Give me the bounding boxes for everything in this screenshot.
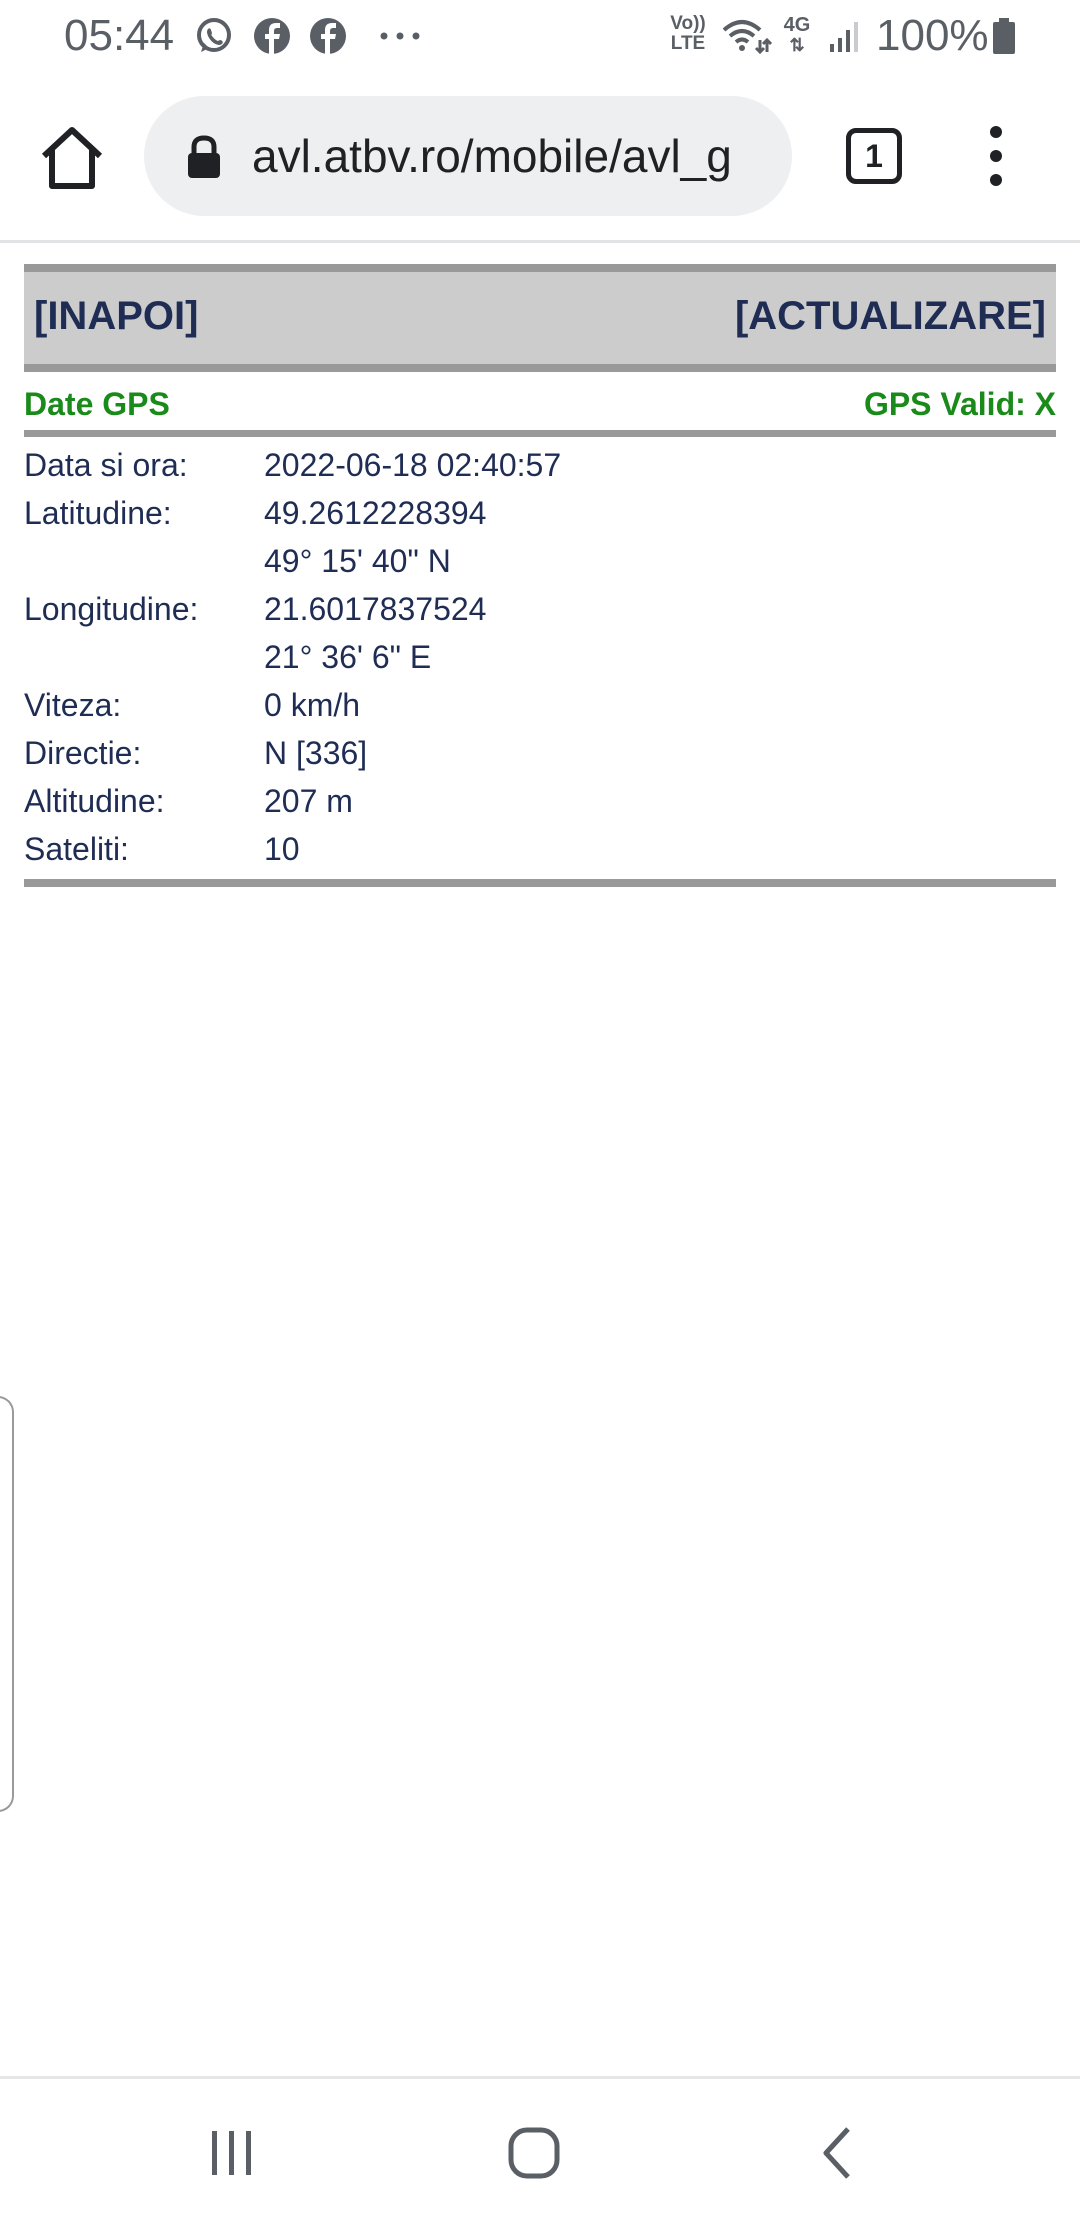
4g-icon (780, 14, 814, 54)
table-row (24, 537, 1056, 585)
row-label: Directie: (24, 735, 142, 771)
facebook-icon (308, 16, 348, 56)
tab-switcher-button[interactable]: 1 (846, 128, 902, 184)
facebook-icon (252, 16, 292, 56)
status-time: 05:44 (64, 11, 175, 60)
home-icon[interactable] (502, 2121, 566, 2185)
network-label: 4G (783, 14, 811, 36)
battery-icon (990, 16, 1018, 56)
signal-icon (826, 16, 866, 56)
lock-icon (184, 134, 224, 180)
row-value: 21.6017837524 (264, 591, 487, 627)
whatsapp-icon (194, 16, 234, 56)
page-nav-bar (24, 264, 1056, 372)
row-value: 207 m (264, 783, 353, 819)
table-row (24, 777, 1056, 825)
more-dots-icon (378, 16, 422, 56)
recent-apps-icon[interactable] (200, 2121, 264, 2185)
refresh-link[interactable]: [ACTUALIZARE] (734, 294, 1046, 338)
url-text: avl.atbv.ro/mobile/avl_g (252, 130, 732, 182)
gps-valid-status: GPS Valid: X (863, 386, 1056, 422)
row-value: 2022-06-18 02:40:57 (264, 447, 562, 483)
data-arrows: ⇅ (789, 35, 805, 55)
row-label: Viteza: (24, 687, 122, 723)
home-icon[interactable] (32, 118, 112, 198)
table-row (24, 825, 1056, 873)
row-label: Latitudine: (24, 495, 172, 531)
bottom-divider (24, 879, 1056, 887)
volte-icon (666, 14, 710, 54)
table-row (24, 441, 1056, 489)
browser-toolbar (0, 72, 1080, 243)
table-row (24, 585, 1056, 633)
row-value: 21° 36' 6" E (264, 639, 432, 675)
back-icon[interactable] (806, 2121, 870, 2185)
row-value: N [336] (264, 735, 368, 771)
volte-label-bottom: LTE (670, 33, 706, 54)
row-value: 10 (264, 831, 300, 867)
row-label: Altitudine: (24, 783, 165, 819)
row-value: 49.2612228394 (264, 495, 487, 531)
table-row (24, 489, 1056, 537)
battery-percent: 100% (876, 11, 989, 60)
table-row (24, 729, 1056, 777)
row-label: Longitudine: (24, 591, 199, 627)
edge-panel-handle[interactable] (0, 1396, 14, 1812)
table-row (24, 633, 1056, 681)
row-value: 0 km/h (264, 687, 361, 723)
row-label: Data si ora: (24, 447, 188, 483)
table-row (24, 681, 1056, 729)
row-label: Sateliti: (24, 831, 129, 867)
row-value: 49° 15' 40" N (264, 543, 451, 579)
section-title: Date GPS (24, 386, 170, 422)
page-content (24, 264, 1056, 887)
more-menu-icon[interactable] (972, 124, 1020, 188)
gps-section-header (24, 376, 1056, 437)
system-nav-bar (0, 2076, 1080, 2223)
volte-label-top: Vo)) (670, 13, 706, 34)
status-bar (0, 0, 1080, 72)
url-bar[interactable] (144, 96, 792, 216)
wifi-icon (720, 16, 772, 56)
back-link[interactable]: [INAPOI] (34, 294, 199, 338)
gps-data-table (24, 437, 1056, 873)
